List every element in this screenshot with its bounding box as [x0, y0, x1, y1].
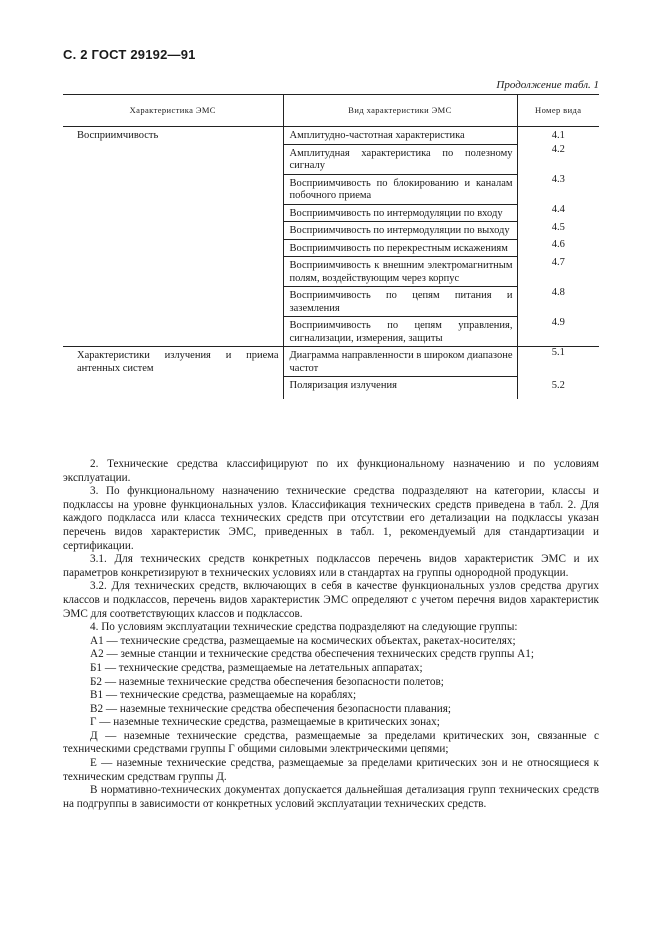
table-row: [63, 127, 599, 145]
number-cell: 4.2: [551, 144, 565, 155]
table-continuation-label: Продолжение табл. 1: [496, 79, 599, 91]
type-cell: Поляризация излучения: [283, 377, 517, 399]
column-header-characteristic: Характеристика ЭМС: [63, 95, 283, 127]
paragraph: 3.2. Для технических средств, включающих в себя в качестве функциональных узлов средства других классов и подклассов, перечень видов характеристик ЭМС определяют с учетом перечня видов характеристик ЭМС для соответствующих классов и подклассов.: [63, 580, 599, 620]
number-cell: 4.1: [551, 130, 565, 141]
number-cell: 4.3: [551, 174, 565, 185]
paragraph: Д — наземные технические средства, размещаемые за пределами критических зон, связанные с техническими средствами группы Г общими силовыми электрическими цепями;: [63, 729, 599, 756]
number-cell: 4.8: [551, 286, 565, 298]
paragraph: Б1 — технические средства, размещаемые на летательных аппаратах;: [90, 661, 423, 674]
table-header-row: [63, 95, 599, 127]
type-cell: Восприимчивость по цепям питания и заземления: [283, 287, 517, 317]
number-cell: 4.5: [551, 221, 565, 233]
paragraph: 3. По функциональному назначению технические средства подразделяют на категории, классы и подклассы на уровне функциональных узлов. Классификация технических средств приведена в табл. 2. Для каждого подкласса или класса технических средств при отсутствии его детализации на подклассы указан перечень видов характеристик ЭМС, приведенных в табл. 1, рекомендуемый для стандартизации и сертификации.: [63, 485, 599, 552]
number-cell: 5.1: [551, 347, 565, 358]
group-characteristic: Восприимчивость: [63, 127, 283, 347]
number-cell: 4.9: [517, 317, 599, 347]
column-header-number: Номер вида: [517, 95, 599, 127]
paragraph: В2 — наземные технические средства обеспечения безопасности плавания;: [90, 702, 452, 715]
paragraph: В нормативно-технических документах допускается дальнейшая детализация групп технических средств на подгруппы в зависимости от конкретных условий эксплуатации технических средств.: [63, 784, 599, 810]
paragraph: 3.1. Для технических средств конкретных подклассов перечень видов характеристик ЭМС и их параметров конкретизируют в технических условиях или в стандартах на группы однородной продукции.: [63, 553, 599, 579]
type-cell: Восприимчивость по перекрестным искажениям: [283, 239, 517, 257]
paragraph: Б2 — наземные технические средства обеспечения безопасности полетов;: [90, 675, 444, 688]
number-cell: 4.4: [551, 204, 565, 215]
column-header-type: Вид характеристики ЭМС: [283, 95, 517, 127]
paragraph: А2 — земные станции и технические средства обеспечения технических средств группы А1;: [90, 648, 534, 661]
number-cell: 4.7: [551, 256, 565, 268]
table-row: [63, 347, 599, 377]
body-text: [63, 458, 599, 811]
number-cell: 4.6: [551, 239, 565, 250]
type-cell: Амплитудная характеристика по полезному сигналу: [283, 144, 517, 174]
type-cell: Восприимчивость по интермодуляции по выходу: [283, 222, 517, 240]
paragraph: Е — наземные технические средства, размещаемые за пределами критических зон и не относящиеся к техническим средствам группы Д.: [63, 757, 599, 783]
paragraph: В1 — технические средства, размещаемые на кораблях;: [90, 689, 357, 702]
type-cell: Амплитудно-частотная характеристика: [283, 127, 517, 145]
paragraph: 4. По условиям эксплуатации технические средства подразделяют на следующие группы:: [90, 621, 518, 634]
type-cell: Восприимчивость по блокированию и каналам побочного приема: [283, 174, 517, 204]
type-cell: Диаграмма направленности в широком диапазоне частот: [283, 347, 517, 377]
group-characteristic: Характеристики излучения и приема антенных систем: [77, 350, 279, 374]
emc-characteristics-table: [63, 94, 599, 399]
number-cell: 5.2: [551, 379, 565, 391]
page-title: С. 2 ГОСТ 29192—91: [63, 47, 196, 62]
paragraph: А1 — технические средства, размещаемые на космических объектах, ракетах-носителях;: [90, 634, 516, 647]
type-cell: Восприимчивость по цепям управления, сигнализации, измерения, защиты: [283, 317, 517, 347]
type-cell: Восприимчивость по интермодуляции по входу: [283, 204, 517, 222]
type-cell: Восприимчивость к внешним электромагнитным полям, воздействующим через корпус: [283, 257, 517, 287]
paragraph: 2. Технические средства классифицируют по их функциональному назначению и по условиям эксплуатации.: [63, 458, 599, 484]
paragraph: Г — наземные технические средства, размещаемые в критических зонах;: [90, 716, 440, 729]
